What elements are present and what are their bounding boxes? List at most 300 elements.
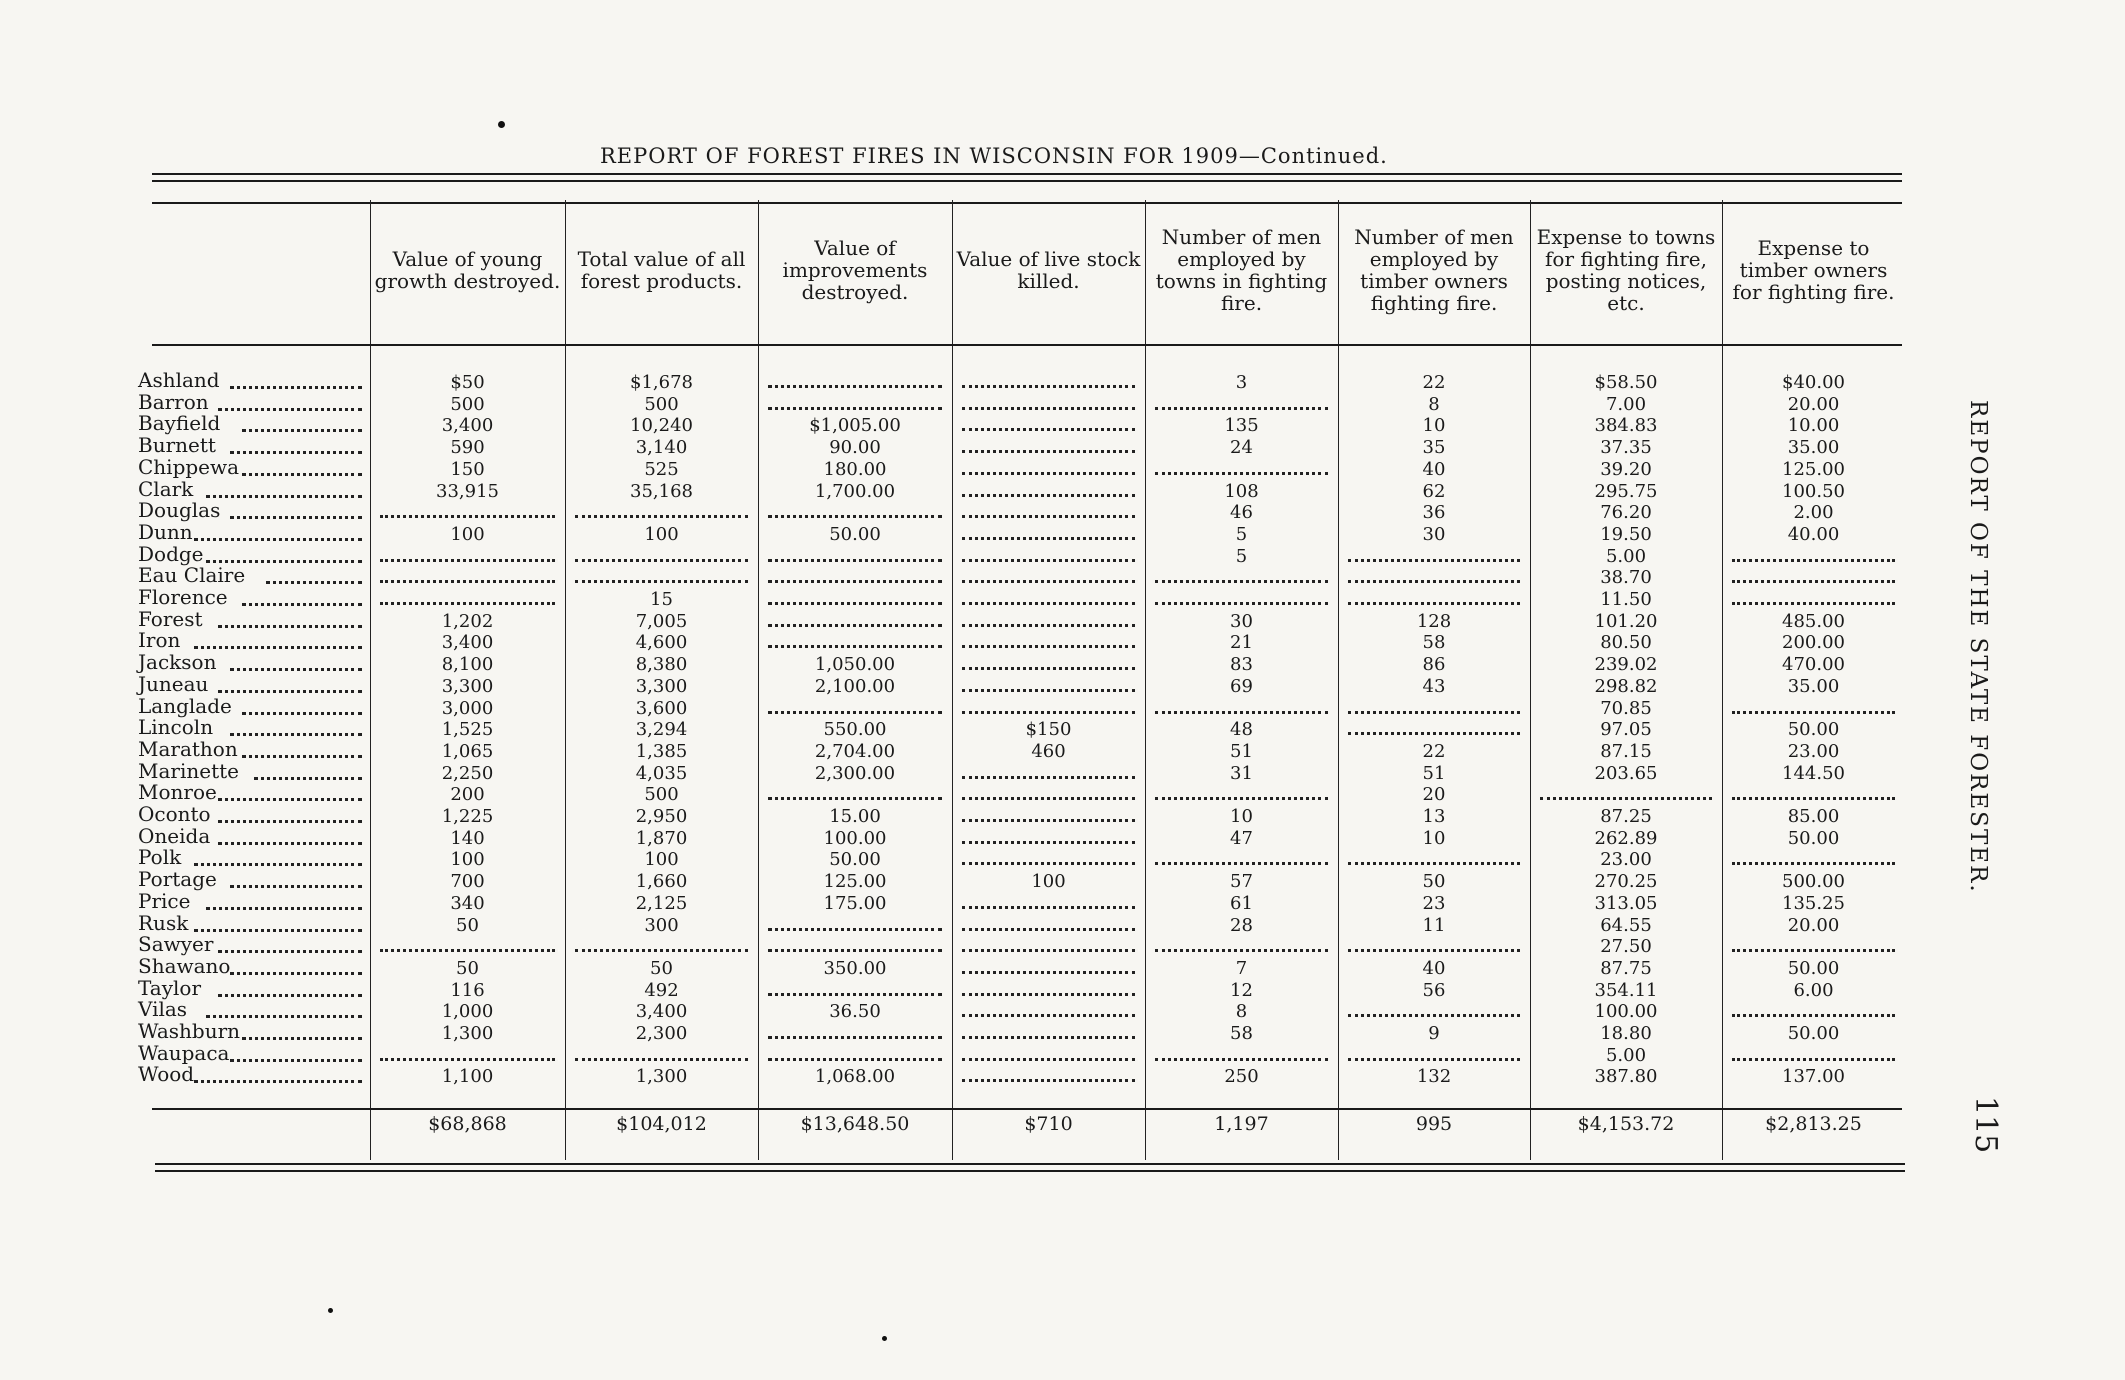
- empty-cell-dots: [768, 599, 942, 605]
- county-name: Bayfield: [138, 411, 221, 436]
- cell-expense-towns: 387.80: [1594, 1066, 1658, 1088]
- total-men-towns: 1,197: [1214, 1113, 1269, 1135]
- empty-cell-dots: [768, 925, 942, 931]
- empty-cell-dots: [768, 1033, 942, 1039]
- leader-dots: [230, 969, 362, 975]
- empty-cell-dots: [1155, 794, 1328, 800]
- cell-men-timber: 62: [1422, 480, 1446, 502]
- leader-dots: [266, 578, 362, 584]
- total-live-stock: $710: [1024, 1113, 1073, 1135]
- table-title: REPORT OF FOREST FIRES IN WISCONSIN FOR 1909—Continued.: [600, 144, 1388, 168]
- empty-cell-dots: [1732, 556, 1895, 562]
- empty-cell-dots: [768, 382, 942, 388]
- cell-men-timber: 43: [1422, 675, 1446, 697]
- cell-forest-products: 100: [644, 523, 679, 545]
- county-name: Oneida: [138, 823, 211, 848]
- cell-men-towns: 58: [1230, 1023, 1253, 1044]
- leader-dots: [206, 492, 362, 498]
- cell-men-towns: 46: [1230, 502, 1253, 524]
- column-header-live-stock: Value of live stock killed.: [956, 247, 1141, 293]
- empty-cell-dots: [962, 990, 1135, 996]
- county-name: Lincoln: [138, 715, 214, 740]
- cell-forest-products: 525: [644, 458, 679, 480]
- leader-dots: [242, 709, 362, 715]
- cell-expense-towns: 101.20: [1594, 610, 1658, 632]
- cell-improvements: 90.00: [829, 437, 881, 459]
- cell-men-timber: 23: [1422, 892, 1446, 914]
- cell-forest-products: 3,300: [635, 675, 688, 697]
- leader-dots: [242, 1034, 362, 1040]
- empty-cell-dots: [1348, 1011, 1520, 1017]
- county-name: Douglas: [138, 498, 221, 523]
- cell-men-towns: 31: [1230, 762, 1253, 784]
- county-name: Marinette: [138, 758, 239, 783]
- cell-young-growth: 50: [456, 914, 479, 936]
- empty-cell-dots: [962, 512, 1135, 518]
- cell-improvements: 50.00: [829, 523, 881, 545]
- empty-cell-dots: [962, 968, 1135, 974]
- empty-cell-dots: [380, 946, 555, 952]
- cell-men-timber: 36: [1422, 502, 1446, 524]
- cell-men-timber: 86: [1422, 654, 1446, 676]
- cell-improvements: 1,700.00: [814, 480, 896, 502]
- empty-cell-dots: [962, 447, 1135, 453]
- cell-young-growth: 2,250: [441, 762, 494, 784]
- county-name: Rusk: [138, 910, 189, 935]
- cell-young-growth: 700: [450, 871, 485, 893]
- total-improvements: $13,648.50: [800, 1113, 910, 1135]
- cell-improvements: 1,068.00: [814, 1066, 896, 1088]
- empty-cell-dots: [962, 1055, 1135, 1061]
- empty-cell-dots: [1155, 946, 1328, 952]
- cell-expense-timber: 50.00: [1787, 957, 1840, 979]
- county-name: Clark: [138, 476, 194, 501]
- total-young-growth: $68,868: [428, 1113, 507, 1135]
- empty-cell-dots: [1732, 708, 1895, 714]
- cell-expense-towns: 262.89: [1594, 827, 1658, 849]
- cell-young-growth: 3,400: [441, 632, 494, 654]
- cell-men-towns: 250: [1224, 1066, 1259, 1088]
- county-name: Marathon: [138, 736, 238, 761]
- empty-cell-dots: [1155, 469, 1328, 475]
- cell-live-stock: 460: [1031, 740, 1066, 762]
- header-rule: [152, 344, 1902, 346]
- county-name: Taylor: [138, 975, 202, 1000]
- empty-cell-dots: [962, 859, 1135, 865]
- column-header-men-towns: Number of men employed by towns in fighting fire.: [1155, 225, 1328, 315]
- empty-cell-dots: [768, 512, 942, 518]
- cell-expense-timber: 35.00: [1787, 675, 1840, 697]
- cell-improvements: 2,300.00: [814, 762, 896, 784]
- leader-dots: [218, 687, 362, 693]
- empty-cell-dots: [768, 794, 942, 800]
- empty-cell-dots: [768, 621, 942, 627]
- empty-cell-dots: [380, 599, 555, 605]
- empty-cell-dots: [1732, 577, 1895, 583]
- county-name: Forest: [138, 606, 203, 631]
- cell-young-growth: 1,525: [441, 719, 494, 741]
- cell-men-timber: 22: [1422, 372, 1446, 393]
- empty-cell-dots: [1348, 946, 1520, 952]
- cell-expense-towns: 203.65: [1594, 762, 1658, 784]
- cell-men-towns: 10: [1230, 806, 1253, 827]
- cell-men-timber: 30: [1422, 523, 1446, 545]
- leader-dots: [194, 926, 362, 932]
- cell-forest-products: 1,300: [635, 1066, 688, 1088]
- cell-forest-products: 3,294: [635, 719, 688, 741]
- leader-dots: [218, 622, 362, 628]
- cell-expense-timber: 35.00: [1787, 437, 1840, 459]
- county-name: Langlade: [138, 693, 232, 718]
- county-name: Monroe: [138, 780, 217, 805]
- cell-men-timber: 8: [1428, 393, 1440, 415]
- cell-young-growth: $50: [450, 372, 485, 393]
- county-name: Dunn: [138, 519, 193, 544]
- cell-improvements: 350.00: [823, 957, 887, 979]
- leader-dots: [230, 448, 362, 454]
- cell-improvements: 2,100.00: [814, 675, 896, 697]
- empty-cell-dots: [1348, 1055, 1520, 1061]
- cell-expense-timber: 85.00: [1787, 806, 1840, 827]
- column-header-expense-timber: Expense to timber owners for fighting fire.: [1732, 236, 1895, 304]
- county-name: Burnett: [138, 433, 216, 458]
- empty-cell-dots: [1155, 708, 1328, 714]
- cell-improvements: 180.00: [823, 458, 887, 480]
- cell-expense-timber: 144.50: [1782, 762, 1845, 784]
- empty-cell-dots: [1348, 599, 1520, 605]
- cell-forest-products: 7,005: [635, 610, 688, 632]
- cell-improvements: 100.00: [823, 827, 887, 849]
- cell-men-timber: 10: [1422, 827, 1446, 849]
- cell-forest-products: 1,870: [635, 827, 688, 849]
- cell-young-growth: 1,000: [441, 1001, 494, 1023]
- cell-men-towns: 21: [1230, 632, 1253, 654]
- cell-young-growth: 100: [450, 523, 485, 545]
- cell-expense-towns: 7.00: [1605, 393, 1647, 415]
- county-name: Shawano: [138, 953, 231, 978]
- cell-expense-timber: 6.00: [1793, 979, 1834, 1001]
- empty-cell-dots: [380, 556, 555, 562]
- cell-expense-towns: 39.20: [1600, 458, 1652, 480]
- county-name: Barron: [138, 389, 209, 414]
- cell-young-growth: 140: [450, 827, 485, 849]
- empty-cell-dots: [962, 469, 1135, 475]
- cell-expense-towns: 70.85: [1600, 697, 1652, 719]
- leader-dots: [230, 730, 362, 736]
- empty-cell-dots: [962, 903, 1135, 909]
- county-name: Juneau: [138, 671, 209, 696]
- empty-cell-dots: [962, 577, 1135, 583]
- cell-expense-towns: 87.75: [1600, 957, 1652, 979]
- leader-dots: [230, 1056, 362, 1062]
- cell-men-timber: 20: [1422, 784, 1446, 806]
- county-name: Chippewa: [138, 454, 240, 479]
- empty-cell-dots: [962, 773, 1135, 779]
- county-name: Washburn: [138, 1019, 241, 1043]
- empty-cell-dots: [380, 512, 555, 518]
- leader-dots: [242, 470, 362, 476]
- cell-expense-towns: 354.11: [1594, 979, 1658, 1001]
- cell-men-timber: 9: [1428, 1023, 1440, 1044]
- cell-forest-products: 8,380: [635, 654, 688, 676]
- cell-forest-products: 500: [644, 393, 679, 415]
- empty-cell-dots: [1732, 1055, 1895, 1061]
- column-header-forest-products: Total value of all forest products.: [577, 247, 746, 293]
- county-name: Ashland: [138, 368, 220, 392]
- empty-cell-dots: [1155, 859, 1328, 865]
- county-name: Iron: [138, 628, 181, 653]
- cell-men-timber: 56: [1422, 979, 1446, 1001]
- cell-men-towns: 12: [1230, 979, 1253, 1001]
- cell-young-growth: 3,000: [441, 697, 494, 719]
- cell-expense-timber: 20.00: [1787, 393, 1840, 415]
- cell-forest-products: 2,300: [635, 1023, 688, 1044]
- cell-men-towns: 135: [1224, 415, 1259, 437]
- cell-forest-products: 2,125: [635, 892, 688, 914]
- cell-men-timber: 51: [1422, 762, 1446, 784]
- cell-expense-towns: 11.50: [1600, 589, 1652, 610]
- cell-forest-products: 4,035: [635, 762, 688, 784]
- leader-dots: [218, 405, 362, 411]
- cell-expense-towns: 270.25: [1594, 871, 1658, 893]
- empty-cell-dots: [768, 1055, 942, 1061]
- cell-expense-timber: 2.00: [1793, 502, 1834, 524]
- empty-cell-dots: [1348, 708, 1520, 714]
- bottom-rule: [155, 1163, 1905, 1165]
- empty-cell-dots: [768, 577, 942, 583]
- empty-cell-dots: [962, 556, 1135, 562]
- empty-cell-dots: [575, 946, 748, 952]
- cell-young-growth: 3,400: [441, 415, 494, 437]
- empty-cell-dots: [575, 577, 748, 583]
- cell-forest-products: 3,400: [635, 1001, 688, 1023]
- cell-expense-timber: 10.00: [1787, 415, 1840, 437]
- empty-cell-dots: [962, 664, 1135, 670]
- ink-speck: [328, 1308, 333, 1313]
- county-name: Vilas: [138, 997, 188, 1022]
- leader-dots: [230, 383, 362, 389]
- leader-dots: [242, 752, 362, 758]
- cell-forest-products: 300: [644, 914, 679, 936]
- cell-young-growth: 500: [450, 393, 485, 415]
- empty-cell-dots: [1732, 859, 1895, 865]
- cell-expense-towns: 5.00: [1605, 545, 1647, 567]
- empty-cell-dots: [1348, 577, 1520, 583]
- empty-cell-dots: [962, 404, 1135, 410]
- empty-cell-dots: [962, 1011, 1135, 1017]
- cell-men-towns: 47: [1230, 827, 1253, 849]
- cell-men-timber: 10: [1422, 415, 1446, 437]
- cell-men-timber: 40: [1422, 957, 1446, 979]
- cell-expense-towns: 5.00: [1605, 1044, 1647, 1066]
- cell-expense-towns: 38.70: [1600, 567, 1652, 589]
- cell-expense-towns: 87.25: [1600, 806, 1652, 827]
- cell-men-timber: 22: [1422, 740, 1446, 762]
- total-expense-timber: $2,813.25: [1765, 1113, 1862, 1135]
- cell-improvements: 175.00: [823, 892, 887, 914]
- cell-expense-timber: 137.00: [1782, 1066, 1845, 1088]
- cell-expense-towns: 76.20: [1600, 502, 1652, 524]
- leader-dots: [254, 774, 362, 780]
- cell-men-timber: 11: [1422, 914, 1446, 936]
- cell-expense-timber: 125.00: [1782, 458, 1845, 480]
- cell-expense-towns: 239.02: [1594, 654, 1658, 676]
- cell-young-growth: 340: [450, 892, 485, 914]
- county-name: Waupaca: [138, 1040, 230, 1065]
- empty-cell-dots: [380, 1055, 555, 1061]
- cell-expense-towns: 97.05: [1600, 719, 1652, 741]
- empty-cell-dots: [1155, 599, 1328, 605]
- cell-expense-towns: 37.35: [1600, 437, 1652, 459]
- empty-cell-dots: [1348, 556, 1520, 562]
- total-expense-towns: $4,153.72: [1577, 1113, 1675, 1135]
- cell-young-growth: 8,100: [441, 654, 494, 676]
- total-men-timber: 995: [1415, 1113, 1453, 1135]
- leader-dots: [242, 600, 362, 606]
- cell-young-growth: 200: [450, 784, 485, 806]
- empty-cell-dots: [962, 816, 1135, 822]
- cell-men-towns: 57: [1230, 871, 1253, 893]
- cell-men-timber: 13: [1422, 806, 1446, 827]
- cell-men-towns: 83: [1230, 654, 1253, 676]
- cell-men-timber: 35: [1422, 437, 1446, 459]
- column-header-young-growth: Value of young growth destroyed.: [374, 247, 561, 293]
- cell-expense-towns: 295.75: [1594, 480, 1658, 502]
- cell-expense-timber: 135.25: [1782, 892, 1845, 914]
- cell-expense-timber: 100.50: [1782, 480, 1845, 502]
- cell-improvements: 50.00: [829, 849, 881, 871]
- empty-cell-dots: [962, 1076, 1135, 1082]
- cell-expense-timber: $40.00: [1782, 372, 1845, 393]
- cell-men-towns: 61: [1230, 892, 1253, 914]
- empty-cell-dots: [1155, 577, 1328, 583]
- cell-expense-towns: 313.05: [1594, 892, 1658, 914]
- cell-expense-towns: 23.00: [1600, 849, 1652, 871]
- cell-expense-towns: 298.82: [1594, 675, 1658, 697]
- cell-live-stock: $150: [1025, 719, 1072, 741]
- ink-speck: [882, 1336, 887, 1341]
- cell-forest-products: 492: [644, 979, 679, 1001]
- cell-expense-timber: 50.00: [1787, 1023, 1840, 1044]
- empty-cell-dots: [962, 599, 1135, 605]
- cell-men-towns: 5: [1235, 523, 1248, 545]
- cell-expense-towns: 64.55: [1600, 914, 1652, 936]
- cell-young-growth: 116: [450, 979, 485, 1001]
- leader-dots: [230, 882, 362, 888]
- cell-expense-towns: 87.15: [1600, 740, 1652, 762]
- cell-men-towns: 108: [1224, 480, 1259, 502]
- leader-dots: [230, 513, 362, 519]
- empty-cell-dots: [962, 686, 1135, 692]
- column-header-men-timber: Number of men employed by timber owners fighting fire.: [1354, 225, 1514, 315]
- empty-cell-dots: [768, 556, 942, 562]
- empty-cell-dots: [1732, 1011, 1895, 1017]
- leader-dots: [218, 947, 362, 953]
- county-name: Wood: [138, 1062, 195, 1087]
- leader-dots: [206, 557, 362, 563]
- empty-cell-dots: [962, 621, 1135, 627]
- page-number: 115: [1968, 1096, 2003, 1154]
- cell-forest-products: 1,660: [635, 871, 688, 893]
- cell-young-growth: 50: [456, 957, 479, 979]
- leader-dots: [194, 535, 362, 541]
- empty-cell-dots: [380, 577, 555, 583]
- empty-cell-dots: [575, 556, 748, 562]
- cell-men-towns: 24: [1230, 437, 1253, 459]
- cell-expense-timber: 500.00: [1782, 871, 1845, 893]
- cell-forest-products: 2,950: [635, 806, 688, 827]
- empty-cell-dots: [1155, 1055, 1328, 1061]
- empty-cell-dots: [962, 642, 1135, 648]
- leader-dots: [218, 839, 362, 845]
- total-forest-products: $104,012: [616, 1113, 707, 1135]
- county-name: Florence: [138, 585, 228, 609]
- cell-men-towns: 30: [1230, 610, 1253, 632]
- cell-expense-towns: 100.00: [1594, 1001, 1658, 1023]
- empty-cell-dots: [962, 794, 1135, 800]
- cell-expense-towns: 384.83: [1594, 415, 1658, 437]
- cell-forest-products: 500: [644, 784, 679, 806]
- cell-young-growth: 1,065: [441, 740, 494, 762]
- cell-improvements: 125.00: [823, 871, 887, 893]
- cell-improvements: 15.00: [829, 806, 881, 827]
- title-rule: [152, 173, 1902, 175]
- running-head: REPORT OF THE STATE FORESTER.: [1965, 400, 1991, 894]
- cell-live-stock: 100: [1031, 871, 1066, 893]
- cell-forest-products: 1,385: [635, 740, 688, 762]
- leader-dots: [194, 643, 362, 649]
- cell-expense-timber: 50.00: [1787, 827, 1840, 849]
- leader-dots: [242, 426, 362, 432]
- title-rule: [152, 202, 1902, 204]
- totals-rule: [152, 1108, 1902, 1110]
- cell-men-timber: 50: [1422, 871, 1446, 893]
- empty-cell-dots: [962, 534, 1135, 540]
- cell-expense-towns: 19.50: [1600, 523, 1652, 545]
- cell-young-growth: 1,100: [441, 1066, 494, 1088]
- column-header-improvements: Value of improvements destroyed.: [782, 236, 928, 304]
- cell-young-growth: 3,300: [441, 675, 494, 697]
- empty-cell-dots: [1540, 794, 1712, 800]
- leader-dots: [194, 1077, 362, 1083]
- cell-expense-timber: 40.00: [1787, 523, 1840, 545]
- empty-cell-dots: [962, 425, 1135, 431]
- cell-men-towns: 3: [1235, 372, 1248, 393]
- cell-young-growth: 1,225: [441, 806, 494, 827]
- cell-expense-timber: 200.00: [1782, 632, 1845, 654]
- empty-cell-dots: [962, 491, 1135, 497]
- cell-young-growth: 590: [450, 437, 485, 459]
- county-name: Sawyer: [138, 932, 214, 957]
- cell-young-growth: 100: [450, 849, 485, 871]
- cell-men-towns: 5: [1235, 545, 1248, 567]
- empty-cell-dots: [768, 642, 942, 648]
- empty-cell-dots: [1348, 859, 1520, 865]
- county-name: Jackson: [138, 650, 217, 675]
- empty-cell-dots: [575, 512, 748, 518]
- county-name: Portage: [138, 867, 217, 892]
- leader-dots: [206, 904, 362, 910]
- cell-men-towns: 69: [1230, 675, 1253, 697]
- leader-dots: [218, 795, 362, 801]
- county-name: Price: [138, 888, 191, 913]
- cell-men-timber: 128: [1416, 610, 1452, 632]
- cell-forest-products: 10,240: [630, 415, 693, 437]
- bottom-rule: [155, 1170, 1905, 1172]
- cell-improvements: $1,005.00: [809, 415, 901, 437]
- empty-cell-dots: [768, 404, 942, 410]
- cell-expense-timber: 485.00: [1782, 610, 1845, 632]
